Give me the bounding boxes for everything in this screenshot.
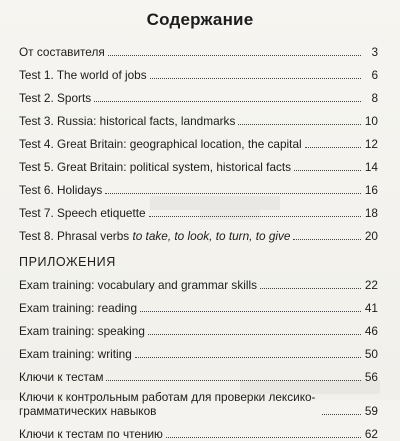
dot-leader — [149, 216, 361, 217]
toc-entry-label: Ключи к контрольным работам для проверки лексико-грамматических навыков — [19, 390, 316, 418]
toc-entry-test-2 — [19, 82, 378, 105]
toc-entry-label: Test 6. Holidays — [19, 183, 103, 197]
toc-page-number: 18 — [364, 206, 378, 220]
appendix-heading: ПРИЛОЖЕНИЯ — [19, 255, 116, 269]
toc-entry-label: Test 2. Sports — [19, 91, 92, 105]
toc-entry-test-5 — [19, 151, 378, 174]
toc-entry-reading-keys — [19, 418, 378, 441]
toc-entry-label: Ключи к тестам по чтению — [19, 427, 163, 441]
page-title: Содержание — [146, 10, 254, 29]
toc-entry-label: Exam training: speaking — [19, 324, 145, 338]
toc-entry-preface — [19, 36, 378, 59]
toc-page-number: 46 — [364, 324, 378, 338]
dot-leader — [106, 380, 361, 381]
toc-page-number: 62 — [364, 427, 378, 441]
toc-page-number: 8 — [371, 91, 378, 105]
dot-leader — [108, 55, 361, 56]
toc-entry-control-keys — [19, 384, 378, 418]
toc-page-number: 12 — [364, 137, 378, 151]
toc-entry-test-8 — [19, 220, 378, 243]
toc-entry-label: Test 1. The world of jobs — [19, 68, 147, 82]
toc-entry-speaking — [19, 315, 378, 338]
toc-page-number: 56 — [364, 370, 378, 384]
toc-entry-test-4 — [19, 128, 378, 151]
toc-page-number: 41 — [364, 301, 378, 315]
toc-page-number: 22 — [364, 278, 378, 292]
toc-page-number: 6 — [371, 68, 378, 82]
dot-leader — [140, 311, 361, 312]
toc-entry-test-7 — [19, 197, 378, 220]
toc-entry-reading — [19, 292, 378, 315]
toc-entry-label: Exam training: writing — [19, 347, 132, 361]
toc-entry-writing — [19, 338, 378, 361]
toc-page-number: 3 — [371, 45, 378, 59]
dot-leader — [166, 437, 361, 438]
dot-leader — [293, 239, 361, 240]
dot-leader — [105, 193, 361, 194]
toc-page-number: 20 — [364, 229, 378, 243]
toc-entry-test-1 — [19, 59, 378, 82]
dot-leader — [150, 78, 361, 79]
dot-leader — [94, 101, 361, 102]
toc-page-number: 16 — [364, 183, 378, 197]
toc-page-number: 10 — [364, 114, 378, 128]
toc-entry-label: Exam training: vocabulary and grammar skills — [19, 278, 257, 292]
dot-leader — [322, 414, 361, 415]
toc-entry-label: Test 3. Russia: historical facts, landmarks — [19, 114, 236, 128]
table-of-contents — [19, 36, 378, 441]
toc-page-number: 50 — [364, 347, 378, 361]
dot-leader — [260, 288, 361, 289]
toc-entry-label: Test 7. Speech etiquette — [19, 206, 146, 220]
toc-entry-label: От составителя — [19, 45, 105, 59]
toc-entry-label: Test 5. Great Britain: political system, historical facts — [19, 160, 292, 174]
toc-page-number: 59 — [364, 404, 378, 418]
toc-entry-label-italic: to take, to look, to turn, to give — [132, 229, 291, 243]
toc-entry-test-keys — [19, 361, 378, 384]
toc-entry-test-3 — [19, 105, 378, 128]
toc-entry-label: Exam training: reading — [19, 301, 138, 315]
toc-entry-label: Ключи к тестам — [19, 370, 104, 384]
dot-leader — [148, 334, 361, 335]
toc-entry-vocab-grammar — [19, 269, 378, 292]
dot-leader — [238, 124, 361, 125]
dot-leader — [305, 147, 361, 148]
dot-leader — [135, 357, 361, 358]
toc-page-number: 14 — [364, 160, 378, 174]
toc-entry-label: Test 4. Great Britain: geographical location, the capital — [19, 137, 302, 151]
toc-entry-label — [19, 229, 290, 243]
toc-entry-test-6 — [19, 174, 378, 197]
dot-leader — [294, 170, 361, 171]
toc-entry-label-prefix: Test 8. Phrasal verbs — [19, 229, 133, 243]
